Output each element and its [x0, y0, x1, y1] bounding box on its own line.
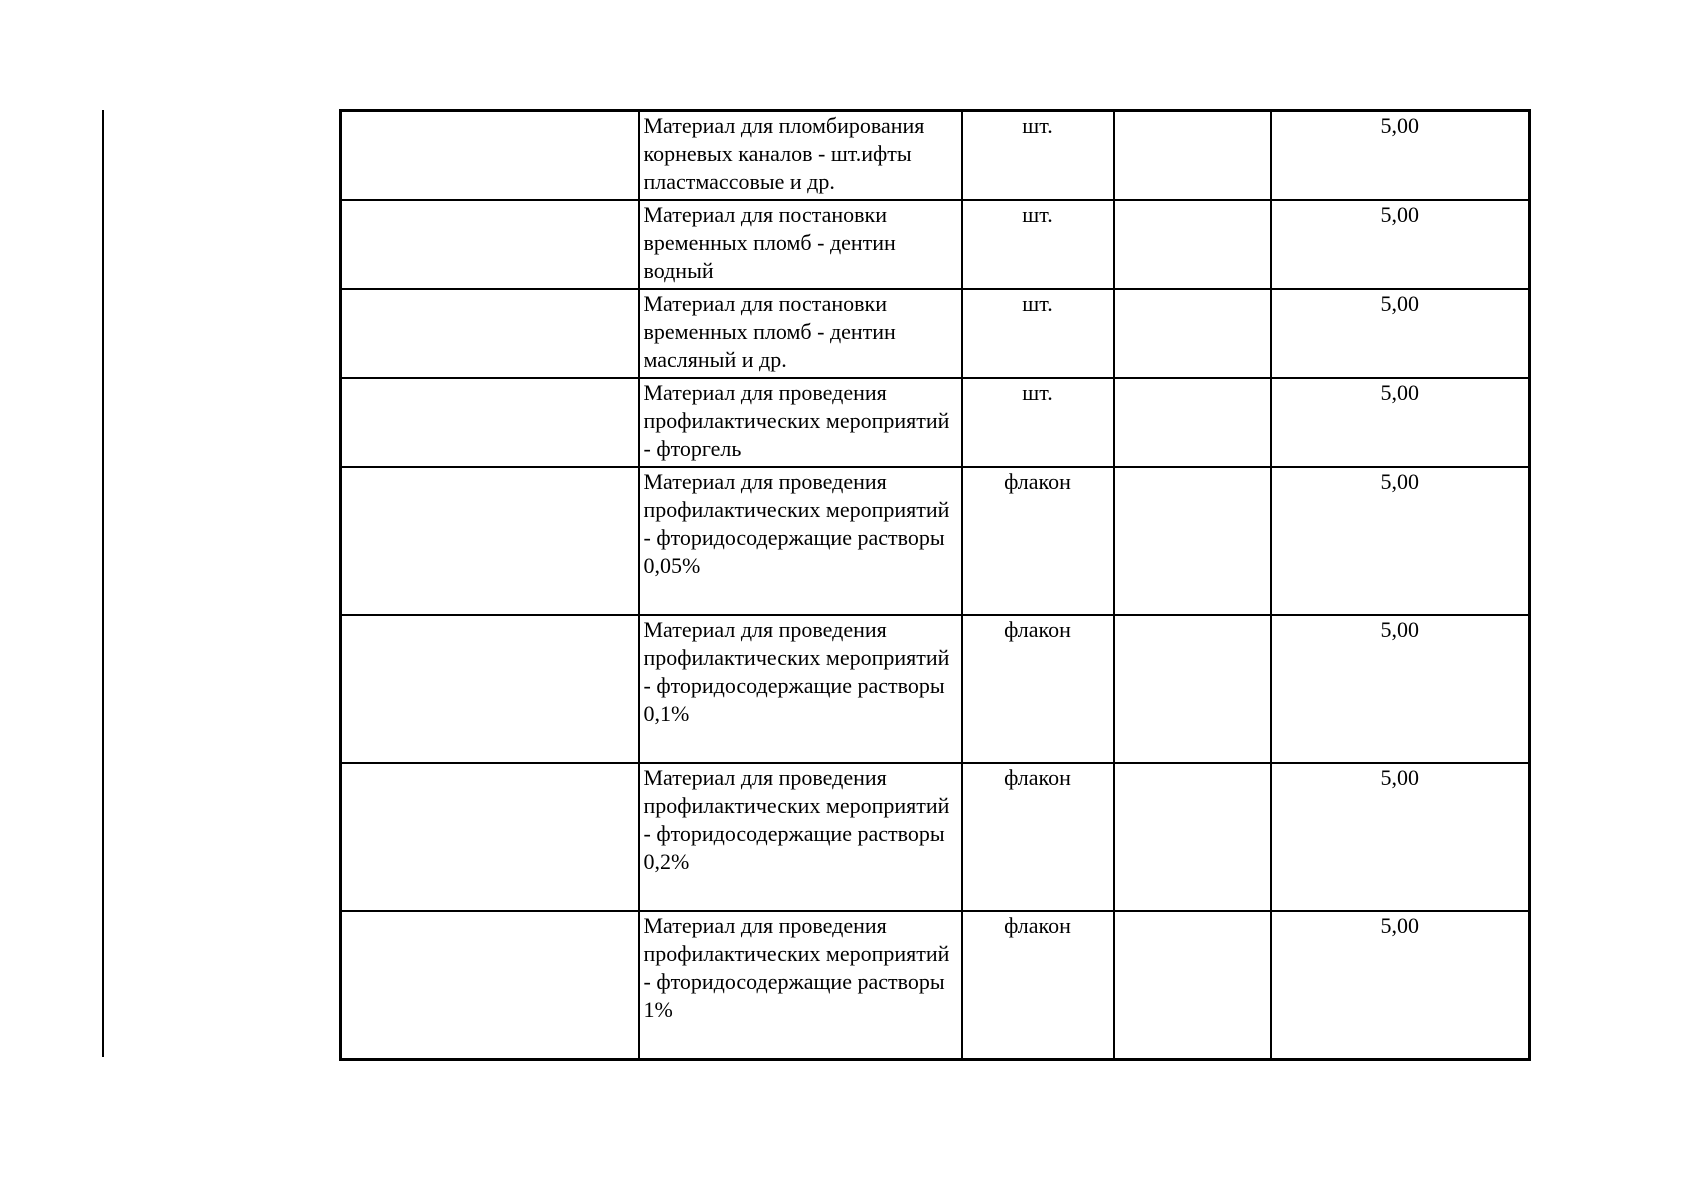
material-name-cell: Материал для проведения профилактических мероприятий - фторидосодержащие растворы 0,2% — [639, 763, 962, 911]
quantity-cell: 5,00 — [1271, 615, 1530, 763]
row-number-cell — [341, 763, 639, 911]
row-number-cell — [341, 467, 639, 615]
material-name-cell: Материал для постановки временных пломб - дентин масляный и др. — [639, 289, 962, 378]
table-row — [341, 378, 1530, 467]
material-name-cell: Материал для проведения профилактических мероприятий - фторидосодержащие растворы 0,05% — [639, 467, 962, 615]
empty-cell — [1114, 111, 1271, 201]
row-number-cell — [341, 289, 639, 378]
material-name-cell: Материал для проведения профилактических мероприятий - фторидосодержащие растворы 0,1% — [639, 615, 962, 763]
unit-cell: шт. — [962, 289, 1114, 378]
material-name-cell: Материал для пломбирования корневых каналов - шт.ифты пластмассовые и др. — [639, 111, 962, 201]
unit-cell: флакон — [962, 615, 1114, 763]
material-name-cell: Материал для постановки временных пломб - дентин водный — [639, 200, 962, 289]
empty-cell — [1114, 378, 1271, 467]
left-margin-line — [102, 110, 104, 1057]
quantity-cell: 5,00 — [1271, 378, 1530, 467]
quantity-cell: 5,00 — [1271, 911, 1530, 1060]
row-number-cell — [341, 911, 639, 1060]
table-row — [341, 289, 1530, 378]
empty-cell — [1114, 467, 1271, 615]
unit-cell: шт. — [962, 378, 1114, 467]
quantity-cell: 5,00 — [1271, 200, 1530, 289]
table-row — [341, 200, 1530, 289]
empty-cell — [1114, 200, 1271, 289]
materials-table — [339, 109, 1531, 1061]
material-name-cell: Материал для проведения профилактических мероприятий - фторидосодержащие растворы 1% — [639, 911, 962, 1060]
row-number-cell — [341, 615, 639, 763]
quantity-cell: 5,00 — [1271, 111, 1530, 201]
table-row — [341, 467, 1530, 615]
row-number-cell — [341, 111, 639, 201]
table-row — [341, 763, 1530, 911]
table-row — [341, 111, 1530, 201]
unit-cell: шт. — [962, 111, 1114, 201]
quantity-cell: 5,00 — [1271, 289, 1530, 378]
empty-cell — [1114, 763, 1271, 911]
unit-cell: шт. — [962, 200, 1114, 289]
unit-cell: флакон — [962, 911, 1114, 1060]
row-number-cell — [341, 200, 639, 289]
unit-cell: флакон — [962, 763, 1114, 911]
material-name-cell: Материал для проведения профилактических мероприятий - фторгель — [639, 378, 962, 467]
empty-cell — [1114, 289, 1271, 378]
unit-cell: флакон — [962, 467, 1114, 615]
quantity-cell: 5,00 — [1271, 467, 1530, 615]
quantity-cell: 5,00 — [1271, 763, 1530, 911]
empty-cell — [1114, 615, 1271, 763]
table-row — [341, 615, 1530, 763]
table-row — [341, 911, 1530, 1060]
empty-cell — [1114, 911, 1271, 1060]
row-number-cell — [341, 378, 639, 467]
